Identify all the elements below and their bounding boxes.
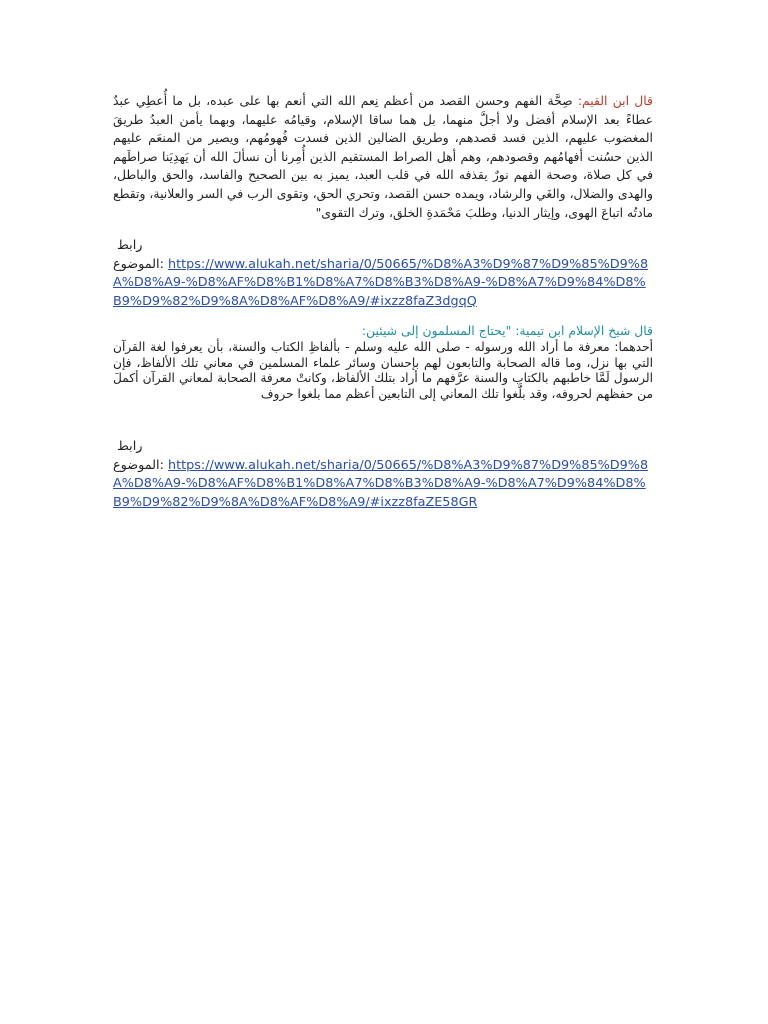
quote-lead: قال ابن القيم: xyxy=(577,93,653,108)
quote-body: أحدهما: معرفة ما أراد الله ورسوله - صلى الله عليه وسلم - بألفاظِ الكتاب والسنة، بأن يعرفوا لغة القرآن التي بها نزل، وما قاله الصحابة والتابعون لهم بإحسان وسائر علماء المسلمين في معاني تلك الألفاظ، فإن الرسول لَمَّا خاطبهم بالكتاب والسنة عرَّفهم ما أراد بتلك الألفاظ، وكانتْ معرفة الصحابة لمعاني القرآن أكملَ من حفظهم لحروفه، وقد بلَّغوا تلك المعاني إلى التابعين أعظم مما بلغوا حروف xyxy=(113,340,653,401)
link-topic-label: الموضوع: xyxy=(113,256,164,272)
quote-body: صِحَّة الفهم وحسن القصد من أعظم نِعم الله التي أنعم بها على عبده، بل ما أُعطِي عبدٌ عطاءً بعد الإسلام أفضل ولا أجلَّ منهما، بل هما ساقا الإسلام، وقيامُه عليهما، وبهما يأمن العبدُ طريقَ المغضوب عليهم، الذين فسد قصدهم، وطريق الضالين الذين فسدت فُهومُهم، ويصير من المنعَم عليهم الذين حسُنت أفهامُهم وقصودهم، وهم أهل الصراط المستقيم الذين أُمِرنا أن نسألَ الله أن يَهدِيَنا صراطَهم في كل صلاة، وصحة الفهم نورٌ يقذفه الله في قلب العبد، يميز به بين الصحيح والفاسد، والحق والباطل، والهدى والضلال، والغَي والرشاد، ويمده حسن القصد، وتحري الحق، وتقوى الرب في السر والعلانية، وتقطع مادتُه اتباعَ الهوى، وإيثار الدنيا، وطلبَ مَحْمَدةِ الخلق، وترك التقوى" xyxy=(113,93,653,220)
quote-heading: قال شيخ الإسلام ابن تيمية: "يحتاج المسلمون إلى شيئين: xyxy=(361,323,653,338)
source-link-2 xyxy=(113,438,653,512)
source-link-1 xyxy=(113,237,653,311)
link-label: رابط xyxy=(117,238,143,253)
quote-ibn-alqayyim xyxy=(113,92,653,222)
source-url-link[interactable]: https://www.alukah.net/sharia/0/50665/%D8%A3%D9%87%D9%85%D9%8A%D8%A9-%D8%AF%D8%B1%D8%A7%D8%B3%D8%A9-%D8%A7%D9%84%D8%B9%D9%82%D9%8A%D8%AF%D8%A9/#ixzz8faZ3dgqQ xyxy=(113,256,649,309)
link-label: رابط xyxy=(117,439,143,454)
quote-paragraph xyxy=(113,92,653,222)
link-topic-label: الموضوع: xyxy=(113,457,164,473)
quote-ibn-taymiyya xyxy=(113,322,653,402)
source-url-link[interactable]: https://www.alukah.net/sharia/0/50665/%D8%A3%D9%87%D9%85%D9%8A%D8%A9-%D8%AF%D8%B1%D8%A7%D8%B3%D8%A9-%D8%A7%D9%84%D8%B9%D9%82%D9%8A%D8%AF%D8%A9/#ixzz8faZE58GR xyxy=(113,457,649,510)
